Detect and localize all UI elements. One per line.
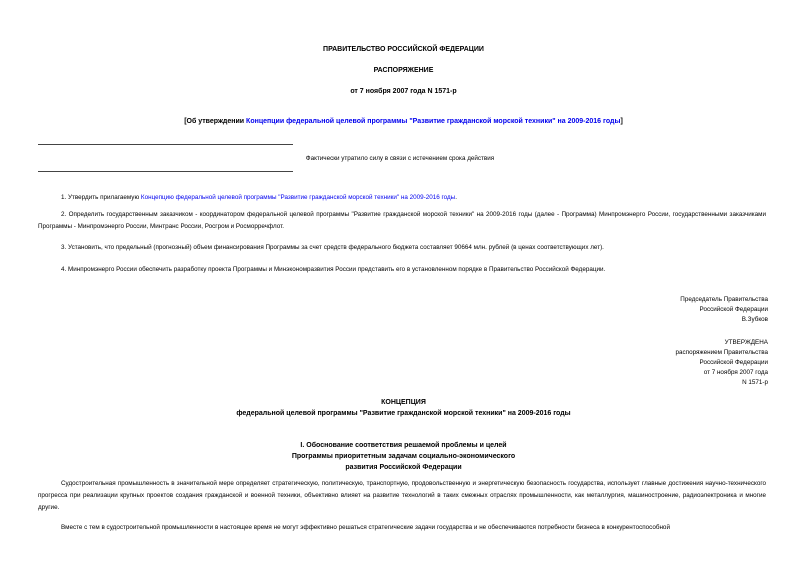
approval-line-4: от 7 ноября 2007 года: [703, 369, 768, 376]
title-link[interactable]: Концепции федеральной целевой программы "Развитие гражданской морской техники" на 2009-2016 годы: [246, 118, 621, 125]
concept-subtitle: федеральной целевой программы "Развитие гражданской морской техники" на 2009-2016 годы: [236, 410, 571, 417]
government-heading: ПРАВИТЕЛЬСТВО РОССИЙСКОЙ ФЕДЕРАЦИИ: [323, 46, 484, 53]
approval-line-3: Российской Федерации: [699, 359, 768, 366]
item-4: 4. Минпромэнерго России обеспечить разработку проекта Программы и Минэкономразвития России представить его в установленном порядке в Правительство Российской Федерации.: [61, 266, 606, 273]
signature-line-3: В.Зубков: [741, 316, 768, 323]
title-suffix: ]: [620, 118, 623, 125]
item-2: 2. Определить государственным заказчиком - координатором федеральной целевой программы "Развитие гражданской морской техники" на 2009-2016 годы (далее - Программа) Минпромэнерго России, государственными заказчиками Программы - Минпромэнерго России, Минтранс России, Росгром и Росморречфлот.: [38, 211, 766, 230]
item-1-prefix: 1. Утвердить прилагаемую: [61, 194, 141, 201]
section-1-paragraph-2: Вместе с тем в судостроительной промышленности в настоящее время не могут эффективно решаться стратегические задачи государства и не обеспечиваются потребности бизнеса в конкурентоспособной: [61, 524, 670, 531]
document-title: [0, 118, 807, 125]
section-1-heading-line-1: I. Обоснование соответствия решаемой проблемы и целей: [300, 442, 507, 449]
concept-title: КОНЦЕПЦИЯ: [381, 399, 426, 406]
signature-block: [500, 295, 768, 325]
section-1-paragraph-1: Судостроительная промышленность в значительной мере определяет стратегическую, политическую, транспортную, продовольственную и энергетическую безопасность государства, использует главные достижения научно-технического прогресса при реализации крупных проектов создания гражданской и военной техники, объективно влияет на развитие технологий в таких смежных отраслях промышленности, как металлургия, машиностроение, радиоэлектроника и многие другие.: [38, 480, 766, 511]
approval-line-1: УТВЕРЖДЕНА: [724, 339, 768, 346]
status-note: Фактически утратило силу в связи с истечением срока действия: [305, 155, 495, 162]
signature-line-1: Председатель Правительства: [680, 296, 768, 303]
section-1-heading-line-3: развития Российской Федерации: [345, 464, 462, 471]
signature-line-2: Российской Федерации: [699, 306, 768, 313]
divider-top: [38, 144, 293, 145]
document-type-heading: РАСПОРЯЖЕНИЕ: [373, 67, 434, 74]
approval-line-2: распоряжением Правительства: [675, 349, 768, 356]
item-1-suffix: .: [455, 194, 457, 201]
section-1-heading-line-2: Программы приоритетным задачам социально-экономического: [291, 453, 516, 460]
date-number: от 7 ноября 2007 года N 1571-р: [350, 88, 457, 95]
item-1-link[interactable]: Концепцию федеральной целевой программы "Развитие гражданской морской техники" на 2009-2016 годы: [140, 194, 456, 201]
title-prefix: [Об утверждении: [184, 118, 247, 125]
approval-line-5: N 1571-р: [742, 379, 768, 386]
item-3: 3. Установить, что предельный (прогнозный) объем финансирования Программы за счет средств федерального бюджета составляет 90664 млн. рублей (в ценах соответствующих лет).: [61, 244, 604, 251]
divider-bottom: [38, 171, 293, 172]
item-1: [38, 192, 766, 204]
approval-block: [500, 338, 768, 388]
section-1-heading: [0, 440, 807, 473]
